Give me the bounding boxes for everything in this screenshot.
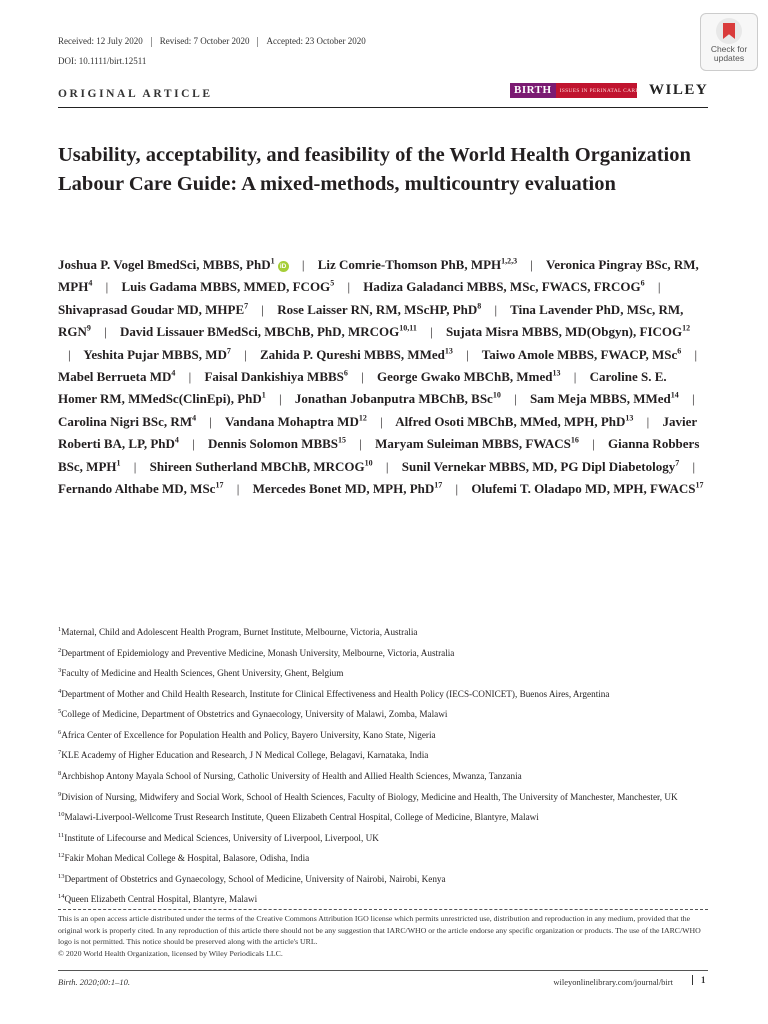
received-date: Received: 12 July 2020 (58, 36, 143, 46)
author-separator: | (347, 279, 351, 295)
affiliation-number: 9 (58, 790, 62, 798)
author-name[interactable] (150, 459, 373, 474)
author-separator: | (359, 436, 362, 452)
author-affiliation-ref: 7 (226, 346, 231, 356)
author-affiliation-ref: 10,11 (399, 323, 417, 333)
affiliation-text: Queen Elizabeth Central Hospital, Blantyre, Malawi (64, 894, 258, 905)
author-separator: | (236, 481, 240, 497)
accepted-date: Accepted: 23 October 2020 (266, 36, 366, 46)
author-name-text: Mercedes Bonet MD, MPH, PhD (252, 481, 435, 497)
author-name[interactable] (225, 414, 367, 429)
author-affiliation-ref: 17 (215, 480, 224, 490)
author-affiliation-ref: 1 (261, 391, 266, 401)
author-affiliation-ref: 14 (670, 391, 679, 401)
author-affiliation-ref: 9 (86, 323, 91, 333)
article-title: Usability, acceptability, and feasibility of the World Health Organization Labour Care Guide: A mixed-methods, multicountry evaluation (58, 144, 691, 195)
affiliation-number: 6 (58, 728, 62, 736)
affiliation-text: Fakir Mohan Medical College & Hospital, Balasore, Odisha, India (64, 853, 310, 864)
revised-date: Revised: 7 October 2020 (159, 36, 250, 46)
author-affiliation-ref: 16 (570, 435, 579, 445)
author-affiliation-ref: 13 (444, 346, 453, 356)
author-name[interactable] (58, 481, 223, 496)
header-rule (58, 107, 708, 108)
affiliation-text: College of Medicine, Department of Obstetrics and Gynaecology, University of Malawi, Zomba, Malawi (61, 709, 448, 720)
license-divider (58, 909, 708, 910)
affiliation-text: Faculty of Medicine and Health Sciences, Ghent University, Ghent, Belgium (61, 668, 344, 679)
author-name-text: Liz Comrie-Thomson PhB, MPH (317, 257, 502, 272)
author-name-text: Vandana Mohaptra MD (224, 413, 359, 429)
affiliation-item (58, 645, 708, 660)
author-affiliation-ref: 1 (270, 256, 275, 266)
author-name[interactable] (395, 414, 633, 429)
section-label: ORIGINAL ARTICLE (58, 88, 213, 100)
affiliation-item (58, 747, 708, 762)
author-affiliation-ref: 17 (695, 480, 704, 490)
author-name[interactable] (120, 324, 417, 339)
author-name-text: Mabel Berrueta MD (58, 369, 172, 385)
author-affiliation-ref: 6 (640, 279, 645, 289)
author-name[interactable] (58, 369, 175, 384)
affiliation-number: 11 (58, 831, 65, 839)
author-separator: | (209, 413, 212, 429)
author-name[interactable] (83, 347, 230, 362)
author-name[interactable] (121, 279, 334, 294)
author-separator: | (494, 301, 498, 317)
license-text: This is an open access article distributed under the terms of the Creative Commons Attribution IGO license which permits unrestricted use, distribution and reproduction in any medium, provided that the original work is properly cited. In any reproduction of this article there should not be any suggestion that IARC/WHO or the article endorse any specific organization or products. The use of the IARC/WHO logo is not permitted. This notice should be preserved along with the article's URL. (58, 914, 701, 946)
author-separator: | (692, 458, 696, 474)
affiliation-number: 2 (58, 646, 62, 654)
author-name[interactable] (58, 257, 289, 272)
affiliation-number: 4 (58, 687, 62, 695)
author-affiliation-ref: 4 (192, 413, 197, 423)
author-name-text: Tina Lavender PhD, MSc, RM, RGN (58, 301, 684, 340)
author-name-text: Zahida P. Qureshi MBBS, MMed (259, 346, 445, 362)
author-name[interactable] (277, 302, 481, 317)
author-affiliation-ref: 12 (358, 413, 367, 423)
author-separator: | (514, 391, 517, 407)
author-name-text: Hadiza Galadanci MBBS, MSc, FWACS, FRCOG (363, 279, 641, 295)
author-name[interactable] (260, 347, 453, 362)
copyright-text: © 2020 World Health Organization, licensed by Wiley Periodicals LLC. (58, 948, 283, 958)
author-separator: | (361, 369, 364, 385)
author-name-text: Maryam Suleiman MBBS, FWACS (375, 436, 571, 452)
affiliation-item (58, 665, 708, 680)
author-affiliation-ref: 4 (174, 435, 179, 445)
author-affiliation-ref: 15 (338, 435, 347, 445)
journal-logo (510, 83, 640, 98)
author-name[interactable] (402, 459, 680, 474)
affiliation-number: 14 (58, 893, 65, 901)
author-name[interactable] (58, 414, 196, 429)
affiliation-item (58, 830, 708, 845)
author-name-text: Fernando Althabe MD, MSc (58, 481, 216, 497)
author-affiliation-ref: 13 (552, 368, 561, 378)
article-dates (58, 36, 366, 47)
affiliation-item (58, 706, 708, 721)
affiliation-item (58, 891, 708, 906)
author-separator: | (301, 257, 305, 272)
affiliation-item (58, 809, 708, 824)
author-name-text: Gianna Robbers BSc, MPH (58, 436, 700, 474)
orcid-icon[interactable]: iD (278, 261, 289, 272)
author-separator: | (105, 279, 109, 295)
publisher-logo: WILEY (649, 82, 709, 98)
author-name-text: Javier Roberti BA, LP, PhD (58, 413, 697, 452)
author-name-text: Sam Meja MBBS, MMed (529, 391, 671, 407)
affiliation-text: Department of Epidemiology and Preventive Medicine, Monash University, Melbourne, Victoria, Australia (61, 647, 455, 658)
author-name-text: Dennis Solomon MBBS (208, 436, 339, 452)
author-separator: | (694, 346, 698, 362)
author-affiliation-ref: 6 (343, 368, 348, 378)
author-affiliation-ref: 4 (88, 279, 93, 289)
author-name[interactable] (208, 436, 346, 451)
affiliation-text: Malawi-Liverpool-Wellcome Trust Research Institute, Queen Elizabeth Central Hospital, College of Medicine, Blantyre, Malawi (64, 812, 539, 823)
author-separator: | (380, 413, 383, 429)
affiliation-text: Department of Obstetrics and Gynaecology, School of Medicine, University of Nairobi, Nairobi, Kenya (64, 873, 446, 884)
affiliation-number: 5 (58, 708, 62, 716)
author-separator: | (104, 324, 107, 340)
author-name-text: Sujata Misra MBBS, MD(Obgyn), FICOG (445, 324, 683, 340)
author-name[interactable] (363, 279, 644, 294)
author-name[interactable] (482, 347, 682, 362)
affiliation-list (58, 624, 708, 912)
affiliation-number: 12 (58, 852, 65, 860)
affiliation-number: 13 (58, 872, 65, 880)
author-name-text: Alfred Osoti MBChB, MMed, MPH, PhD (395, 413, 626, 429)
page-number: 1 (692, 975, 706, 985)
divider (151, 37, 152, 47)
author-name[interactable] (375, 436, 579, 451)
author-separator: | (692, 391, 695, 407)
affiliation-item (58, 871, 708, 886)
author-affiliation-ref: 10 (492, 391, 501, 401)
author-separator: | (68, 346, 71, 362)
affiliation-item (58, 727, 708, 742)
author-name-text: George Gwako MBChB, Mmed (377, 369, 553, 385)
author-separator: | (530, 257, 534, 272)
author-name-text: Yeshita Pujar MBBS, MD (83, 346, 227, 362)
author-separator: | (385, 458, 389, 474)
author-name-text: Shireen Sutherland MBChB, MRCOG (149, 458, 365, 474)
affiliation-text: Department of Mother and Child Health Research, Institute for Clinical Effectiveness and Health Policy (IECS-CONICET), Buenos Aires, Argentina (61, 688, 610, 699)
author-name[interactable] (253, 481, 443, 496)
author-separator: | (466, 346, 469, 362)
journal-logo-name: BIRTH (510, 83, 556, 98)
journal-citation: Birth. 2020;00:1–10. (58, 977, 131, 987)
affiliation-number: 1 (58, 626, 62, 633)
author-affiliation-ref: 6 (677, 346, 682, 356)
author-name-text: Jonathan Jobanputra MBChB, BSc (294, 391, 493, 407)
author-name-text: Rose Laisser RN, RM, MScHP, PhD (277, 301, 478, 317)
author-name-text: Veronica Pingray BSc, RM, MPH (58, 257, 699, 295)
journal-logo-subtitle: ISSUES IN PERINATAL CARE (559, 87, 640, 94)
author-name-text: Faisal Dankishiya MBBS (204, 369, 344, 385)
affiliation-number: 10 (58, 811, 65, 819)
author-name[interactable] (295, 391, 501, 406)
author-name[interactable] (318, 257, 517, 272)
author-name-text: Joshua P. Vogel BmedSci, MBBS, PhD (58, 257, 271, 272)
author-affiliation-ref: 1 (116, 458, 121, 468)
affiliation-text: Africa Center of Excellence for Population Health and Policy, Bayero University, Kano State, Nigeria (61, 729, 436, 740)
affiliation-text: Archbishop Antony Mayala School of Nursing, Catholic University of Health and Allied Health Sciences, Mwanza, Tanzania (61, 771, 522, 781)
author-separator: | (279, 391, 282, 407)
affiliation-number: 7 (58, 749, 62, 757)
affiliation-item (58, 686, 708, 701)
author-name-text: Shivaprasad Goudar MD, MHPE (58, 301, 245, 317)
author-name-text: David Lissauer BMedSci, MBChB, PhD, MRCOG (120, 324, 400, 340)
divider (257, 37, 258, 47)
author-separator: | (573, 369, 577, 385)
affiliation-text: KLE Academy of Higher Education and Research, J N Medical College, Belagavi, Karnataka, India (61, 750, 429, 761)
author-name[interactable] (530, 391, 679, 406)
author-name-text: Carolina Nigri BSc, RM (58, 413, 193, 429)
affiliation-number: 8 (58, 769, 62, 777)
affiliation-item (58, 850, 708, 865)
author-name-text: Sunil Vernekar MBBS, MD, PG Dipl Diabetology (401, 458, 676, 474)
author-affiliation-ref: 13 (625, 413, 634, 423)
author-name[interactable] (377, 369, 560, 384)
affiliation-item (58, 789, 708, 804)
author-name[interactable] (58, 302, 248, 317)
author-separator: | (261, 301, 264, 317)
doi[interactable]: DOI: 10.1111/birt.12511 (58, 56, 147, 66)
author-affiliation-ref: 4 (171, 368, 176, 378)
bookmark-icon (716, 18, 742, 44)
author-affiliation-ref: 5 (330, 279, 335, 289)
author-name-text: Taiwo Amole MBBS, FWACP, MSc (481, 346, 678, 362)
author-separator: | (646, 413, 650, 429)
author-affiliation-ref: 8 (477, 301, 482, 311)
footer-rule (58, 970, 708, 971)
author-affiliation-ref: 17 (434, 480, 443, 490)
affiliation-item (58, 624, 708, 639)
license-notice (58, 913, 708, 959)
author-affiliation-ref: 7 (675, 458, 680, 468)
author-separator: | (133, 458, 137, 474)
author-list (58, 254, 708, 500)
author-name[interactable] (471, 481, 703, 496)
author-name-text: Caroline S. E. Homer RM, MMedSc(ClinEpi), PhD (58, 369, 667, 407)
author-name-text: Luis Gadama MBBS, MMED, FCOG (121, 279, 331, 295)
author-separator: | (455, 481, 459, 497)
affiliation-item (58, 768, 708, 783)
author-separator: | (188, 369, 192, 385)
affiliation-text: Maternal, Child and Adolescent Health Program, Burnet Institute, Melbourne, Victoria, Australia (61, 627, 418, 638)
author-name-text: Olufemi T. Oladapo MD, MPH, FWACS (471, 481, 696, 497)
author-separator: | (244, 346, 247, 362)
author-separator: | (192, 436, 195, 452)
author-affiliation-ref: 10 (364, 458, 373, 468)
author-affiliation-ref: 7 (244, 301, 249, 311)
author-name[interactable] (446, 324, 690, 339)
check-for-updates-label: Check for updates (710, 44, 748, 63)
author-name[interactable] (204, 369, 347, 384)
check-for-updates-button[interactable] (700, 13, 758, 71)
author-affiliation-ref: 12 (682, 323, 691, 333)
affiliation-text: Division of Nursing, Midwifery and Social Work, School of Health Sciences, Faculty of Biology, Medicine and Health, The University of Manchester, Manchester, UK (61, 791, 678, 802)
author-separator: | (657, 279, 661, 295)
affiliation-text: Institute of Lifecourse and Medical Sciences, University of Liverpool, Liverpool, UK (64, 832, 379, 843)
author-separator: | (592, 436, 595, 452)
journal-url[interactable]: wileyonlinelibrary.com/journal/birt (553, 977, 673, 987)
author-separator: | (430, 324, 433, 340)
author-affiliation-ref: 1,2,3 (501, 256, 518, 266)
affiliation-number: 3 (58, 667, 62, 675)
